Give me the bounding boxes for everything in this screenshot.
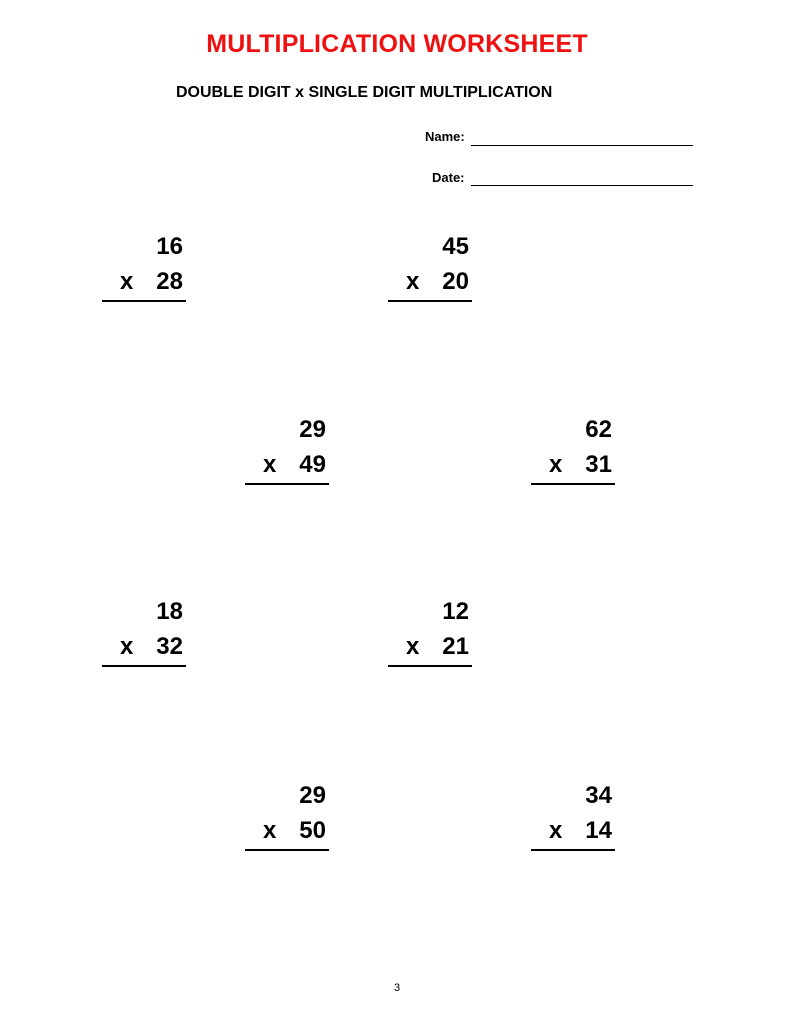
answer-line — [388, 665, 472, 667]
problem-top-number: 16 — [156, 233, 183, 260]
problem-top-number: 12 — [442, 598, 469, 625]
multiply-sign: x — [406, 268, 420, 295]
problem-2 — [388, 232, 472, 302]
multiply-sign: x — [263, 451, 277, 478]
problem-top-number: 29 — [299, 782, 326, 809]
multiply-sign: x — [406, 633, 420, 660]
worksheet-title: MULTIPLICATION WORKSHEET — [206, 30, 588, 58]
problem-bottom-number: 20 — [442, 268, 469, 295]
problem-4 — [531, 415, 615, 485]
problem-8 — [531, 781, 615, 851]
page-number: 3 — [393, 982, 401, 994]
name-line — [471, 145, 693, 146]
problem-bottom-number: 21 — [442, 633, 469, 660]
multiply-sign: x — [549, 451, 563, 478]
answer-line — [388, 300, 472, 302]
problem-bottom-number: 14 — [585, 817, 612, 844]
answer-line — [102, 300, 186, 302]
date-label: Date: — [432, 170, 465, 185]
problem-bottom-number: 50 — [299, 817, 326, 844]
answer-line — [531, 483, 615, 485]
problem-3 — [245, 415, 329, 485]
name-label: Name: — [425, 129, 465, 144]
problem-1 — [102, 232, 186, 302]
answer-line — [245, 483, 329, 485]
multiply-sign: x — [120, 633, 134, 660]
multiply-sign: x — [120, 268, 134, 295]
problem-top-number: 62 — [585, 416, 612, 443]
problem-bottom-number: 28 — [156, 268, 183, 295]
problem-top-number: 45 — [442, 233, 469, 260]
answer-line — [102, 665, 186, 667]
problem-6 — [388, 597, 472, 667]
problem-top-number: 29 — [299, 416, 326, 443]
multiply-sign: x — [263, 817, 277, 844]
problem-bottom-number: 31 — [585, 451, 612, 478]
problem-bottom-number: 49 — [299, 451, 326, 478]
problem-5 — [102, 597, 186, 667]
date-line — [471, 185, 693, 186]
problem-top-number: 34 — [585, 782, 612, 809]
problem-7 — [245, 781, 329, 851]
problem-bottom-number: 32 — [156, 633, 183, 660]
multiply-sign: x — [549, 817, 563, 844]
worksheet-subtitle: DOUBLE DIGIT x SINGLE DIGIT MULTIPLICATION — [176, 84, 553, 101]
problem-top-number: 18 — [156, 598, 183, 625]
answer-line — [245, 849, 329, 851]
answer-line — [531, 849, 615, 851]
